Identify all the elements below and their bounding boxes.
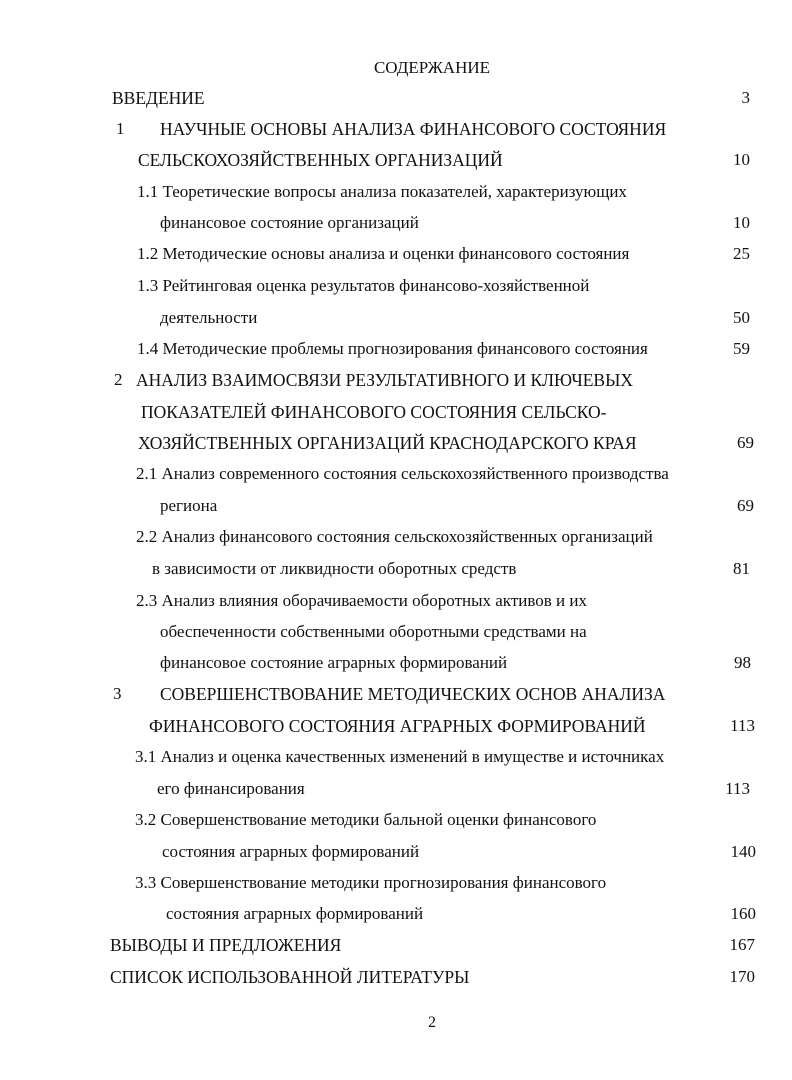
toc-entry-label: 3.1 Анализ и оценка качественных изменений в имуществе и источниках [135, 747, 665, 766]
toc-entry-label: состояния аграрных формирований [166, 904, 424, 923]
toc-entry-page: 10 [733, 213, 750, 232]
toc-entry-label: ХОЗЯЙСТВЕННЫХ ОРГАНИЗАЦИЙ КРАСНОДАРСКОГО КРАЯ [138, 433, 637, 453]
toc-entry-label: 1.2 Методические основы анализа и оценки финансового состояния [137, 244, 630, 263]
toc-entry-label: 3.3 Совершенствование методики прогнозирования финансового [135, 873, 607, 892]
toc-entry-page: 98 [734, 653, 751, 672]
toc-entry-page: 3 [741, 88, 750, 107]
toc-entry-label: ВВЕДЕНИЕ [112, 88, 205, 108]
toc-entry-page: 69 [737, 433, 754, 452]
toc-entry-label: финансовое состояние аграрных формирований [160, 653, 508, 672]
toc-entry-label: СПИСОК ИСПОЛЬЗОВАННОЙ ЛИТЕРАТУРЫ [110, 967, 470, 987]
toc-entry-label: ВЫВОДЫ И ПРЕДЛОЖЕНИЯ [110, 935, 342, 955]
toc-chapter-number: 2 [114, 370, 123, 389]
toc-entry-label: региона [160, 496, 218, 515]
toc-entry-label: АНАЛИЗ ВЗАИМОСВЯЗИ РЕЗУЛЬТАТИВНОГО И КЛЮЧЕВЫХ [136, 370, 633, 390]
page-number: 2 [428, 1014, 436, 1031]
toc-entry-label: 2.3 Анализ влияния оборачиваемости оборотных активов и их [136, 591, 588, 610]
toc-entry-label: финансовое состояние организаций [160, 213, 419, 232]
toc-entry-label: НАУЧНЫЕ ОСНОВЫ АНАЛИЗА ФИНАНСОВОГО СОСТОЯНИЯ [160, 119, 667, 139]
toc-entry-page: 50 [733, 308, 750, 327]
toc-entry-page: 69 [737, 496, 754, 515]
toc-entry-page: 25 [733, 244, 750, 263]
toc-entry-page: 59 [733, 339, 750, 358]
toc-chapter-number: 3 [113, 684, 122, 703]
toc-entry-label: ПОКАЗАТЕЛЕЙ ФИНАНСОВОГО СОСТОЯНИЯ СЕЛЬСКО- [141, 402, 607, 422]
toc-entry-label: ФИНАНСОВОГО СОСТОЯНИЯ АГРАРНЫХ ФОРМИРОВАНИЙ [149, 716, 646, 736]
toc-entry-label: обеспеченности собственными оборотными средствами на [160, 622, 587, 641]
toc-entry-page: 81 [733, 559, 750, 578]
toc-chapter-number: 1 [116, 119, 125, 138]
toc-entry-label: в зависимости от ликвидности оборотных средств [152, 559, 517, 578]
toc-entry-label: СЕЛЬСКОХОЗЯЙСТВЕННЫХ ОРГАНИЗАЦИЙ [138, 150, 503, 170]
toc-entry-label: состояния аграрных формирований [162, 842, 420, 861]
toc-entry-label: 3.2 Совершенствование методики бальной оценки финансового [135, 810, 597, 829]
toc-entry-label: 1.4 Методические проблемы прогнозирования финансового состояния [137, 339, 648, 358]
toc-entry-label: 2.1 Анализ современного состояния сельскохозяйственного производства [136, 464, 669, 483]
toc-entry-page: 10 [733, 150, 750, 169]
toc-entry-page: 167 [729, 935, 755, 954]
toc-entry-label: деятельности [160, 308, 258, 327]
toc-entry-page: 113 [730, 716, 755, 735]
toc-entry-label: СОВЕРШЕНСТВОВАНИЕ МЕТОДИЧЕСКИХ ОСНОВ АНАЛИЗА [160, 684, 666, 704]
toc-entry-label: 1.1 Теоретические вопросы анализа показателей, характеризующих [137, 182, 627, 201]
toc-entry-page: 160 [730, 904, 756, 923]
toc-entry-page: 140 [730, 842, 756, 861]
toc-entry-page: 113 [725, 779, 750, 798]
toc-entry-label: 1.3 Рейтинговая оценка результатов финансово-хозяйственной [137, 276, 590, 295]
toc-entry-label: его финансирования [157, 779, 305, 798]
toc-entry-label: 2.2 Анализ финансового состояния сельскохозяйственных организаций [136, 527, 653, 546]
toc-entry-page: 170 [729, 967, 755, 986]
page-title: СОДЕРЖАНИЕ [373, 58, 491, 77]
